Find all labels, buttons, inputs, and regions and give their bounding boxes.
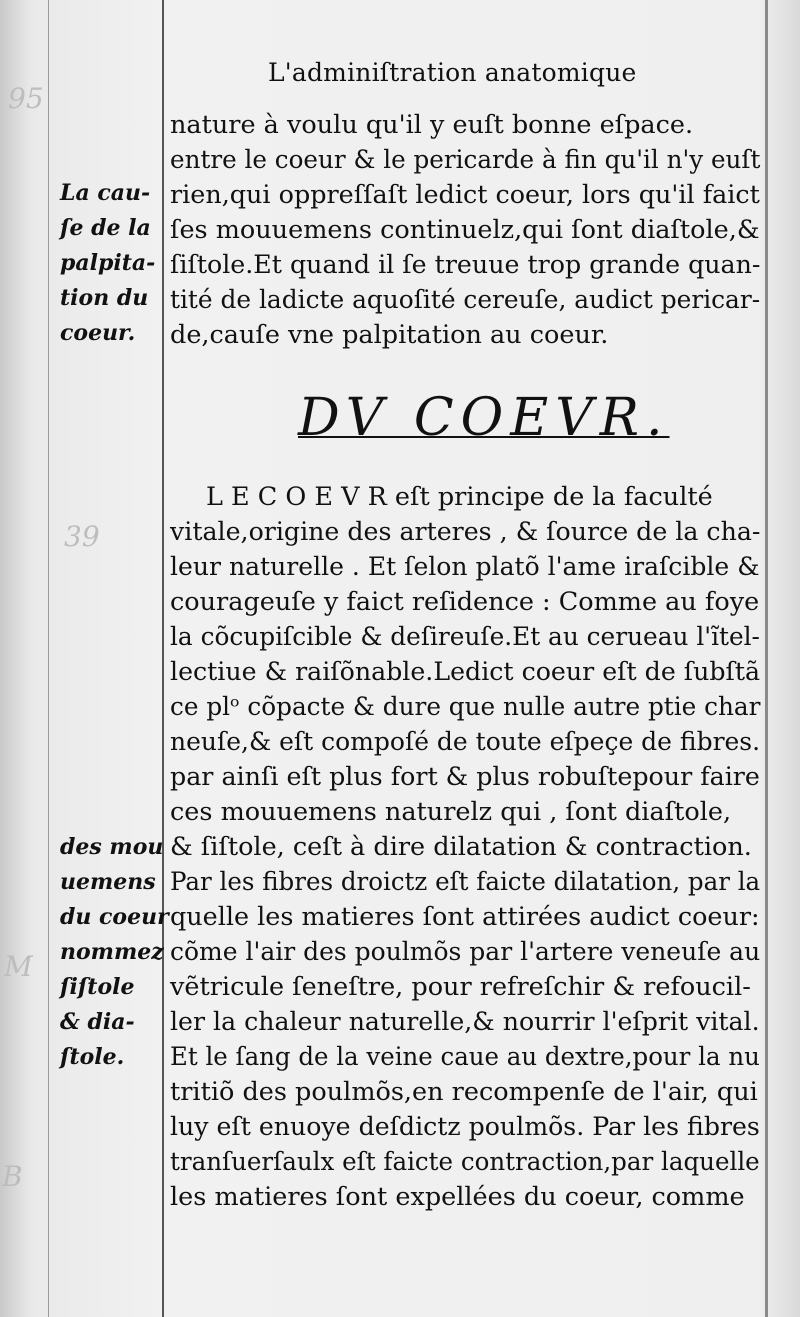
margin-note-line: nommez — [60, 939, 164, 965]
text-line: ces mouuemens naturelz qui , ſont diaſtole, — [170, 797, 732, 827]
text-line: ſiſtole.Et quand il ſe treuue trop grande quan- — [170, 250, 761, 280]
text-line: luy eſt enuoye deſdictz poulmõs. Par les fibres — [170, 1112, 760, 1142]
text-line: & ſiſtole, ceſt à dire dilatation & contraction. — [170, 832, 752, 862]
text-line: Par les fibres droictz eſt faicte dilatation, par la — [170, 867, 761, 897]
text-line: nature à voulu qu'il y euſt bonne eſpace. — [170, 110, 694, 140]
bleed-mark: B — [2, 1160, 23, 1193]
margin-note-line: & dia- — [60, 1009, 135, 1035]
text-line: rien,qui oppreſſaſt ledict coeur, lors qu'il faict — [170, 180, 760, 210]
text-line: leur naturelle . Et ſelon platõ l'ame iraſcible & — [170, 552, 760, 582]
margin-rule — [162, 0, 164, 1317]
text-line: tranſuerſaulx eſt faicte contraction,par laquelle — [170, 1147, 760, 1177]
margin-note-line: des mou — [60, 834, 164, 860]
section-heading: DV COEVR. — [298, 388, 670, 448]
margin-note-line: ſiſtole — [60, 974, 135, 1000]
bleed-mark: M — [4, 950, 33, 983]
text-line: quelle les matieres ſont attirées audict coeur: — [170, 902, 760, 932]
text-line: Et le ſang de la veine caue au dextre,pour la nu — [170, 1042, 760, 1072]
text-line: ler la chaleur naturelle,& nourrir l'eſprit vital. — [170, 1007, 760, 1037]
text-line: la cõcupiſcible & deſireuſe.Et au cerueau l'ĩtel- — [170, 622, 760, 652]
text-line: vẽtricule ſeneſtre, pour refreſchir & refoucil- — [170, 972, 751, 1002]
text-line: tité de ladicte aquoſité cereuſe, audict pericar- — [170, 285, 761, 315]
text-line: entre le coeur & le pericarde à fin qu'il n'y euſt — [170, 145, 761, 175]
margin-note-line: palpita- — [60, 250, 156, 276]
page-edge — [765, 0, 768, 1317]
text-line: tritiõ des poulmõs,en recompenſe de l'air, qui — [170, 1077, 758, 1107]
margin-note-line: La cau- — [60, 180, 151, 206]
text-line: courageuſe y faict reſidence : Comme au foye — [170, 587, 760, 617]
margin-note-line: ſe de la — [60, 215, 151, 241]
text-line: vitale,origine des arteres , & ſource de la cha- — [170, 517, 761, 547]
text-line: par ainſi eſt plus fort & plus robuſtepour faire — [170, 762, 760, 792]
bleed-mark: 39 — [64, 520, 100, 553]
text-line: les matieres ſont expellées du coeur, comme — [170, 1182, 745, 1212]
text-line: ſes mouuemens continuelz,qui ſont diaſtole,& — [170, 215, 760, 245]
margin-note-line: ſtole. — [60, 1044, 125, 1070]
margin-note-line: uemens — [60, 869, 156, 895]
gutter-shadow — [48, 0, 49, 1317]
running-head: L'adminiſtration anatomique — [268, 58, 637, 87]
margin-note-line: du coeur — [60, 904, 169, 930]
bleed-mark: 95 — [8, 82, 44, 115]
margin-note-line: tion du — [60, 285, 149, 311]
text-line: L E C O E V R eſt principe de la faculté — [206, 482, 713, 512]
text-line: ce plᵒ cõpacte & dure que nulle autre ptie char — [170, 692, 761, 722]
text-line: cõme l'air des poulmõs par l'artere veneuſe au — [170, 937, 761, 967]
text-line: lectiue & raiſõnable.Ledict coeur eſt de ſubſtã — [170, 657, 761, 687]
text-line: neuſe,& eſt compoſé de toute eſpeçe de fibres. — [170, 727, 761, 757]
text-line: de,cauſe vne palpitation au coeur. — [170, 320, 609, 350]
margin-note-line: coeur. — [60, 320, 136, 346]
